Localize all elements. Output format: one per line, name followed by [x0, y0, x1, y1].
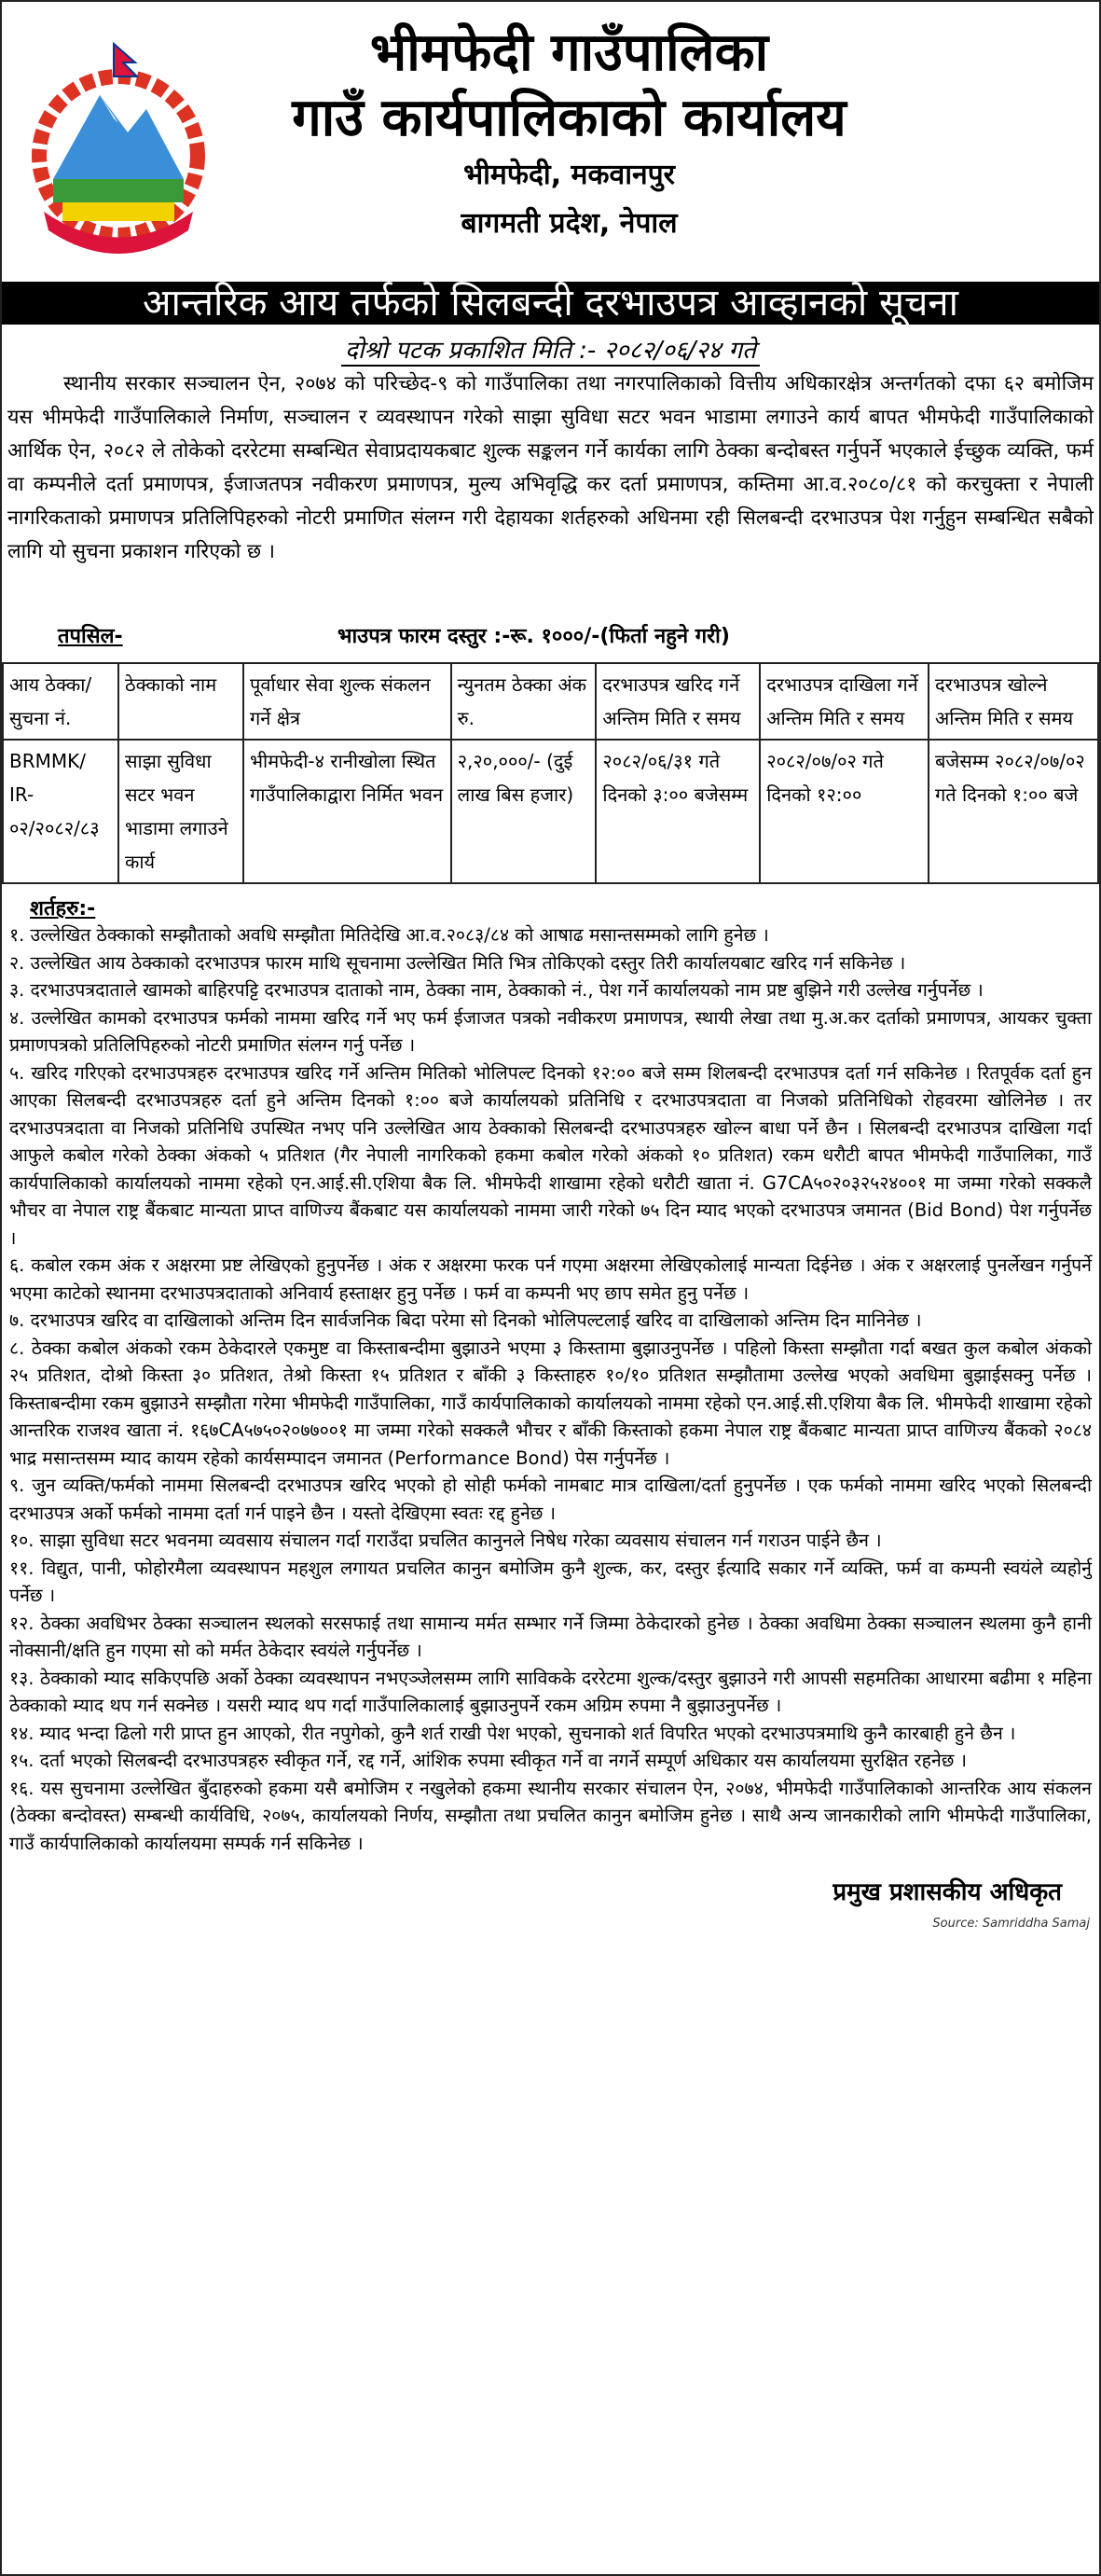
table-row	[3, 740, 1098, 883]
office-province: बागमती प्रदेश, नेपाल	[461, 207, 678, 240]
tender-table	[2, 662, 1099, 884]
condition-item: ४. उल्लेखित कामको दरभाउपत्र फर्मको नाममा खरिद गर्ने भए फर्म ईजाजत पत्रको नवीकरण प्रमाणपत्र, स्थायी लेखा तथा मु.अ.कर दर्ताको प्रमाणपत्र, आयकर चुक्ता प्रमाणपत्रको प्रतिलिपिहरुको नोटरी प्रमाणित संलग्न गर्नु पर्नेछ ।	[9, 1006, 1092, 1056]
notice-title-banner: आन्तरिक आय तर्फको सिलबन्दी दरभाउपत्र आव्हानको सूचना	[2, 282, 1099, 325]
condition-item: ७. दरभाउपत्र खरिद वा दाखिलाको अन्तिम दिन सार्वजनिक बिदा परेमा सो दिनको भोलिपल्टलाई खरिद वा दाखिलाको अन्तिम दिन मानिनेछ ।	[9, 1309, 922, 1331]
condition-item: ८. ठेक्का कबोल अंकको रकम ठेकेदारले एकमुष्ट वा किस्ताबन्दीमा बुझाउने भएमा ३ किस्तामा बुझाउनुपर्नेछ । पहिलो किस्ता सम्झौता गर्दा बखत कुल कबोल अंकको २५ प्रतिशत, दोश्रो किस्ता ३० प्रतिशत, तेश्रो किस्ता १५ प्रतिशत र बाँकी ३ किस्ताहरु १०/१० प्रतिशत सम्झौतामा उल्लेख भएको अवधिमा बुझाईसक्नु पर्नेछ । किस्ताबन्दीमा रकम बुझाउने सम्झौता गरेमा भीमफेदी गाउँपालिका, गाउँ कार्यपालिकाको कार्यालयको नाममा रहेको एन.आई.सी.एशिया बैक लि. भीमफेदी शाखामा रहेको आन्तरिक राजश्व खाता नं. १६७CA५७५०२०७७००१ मा जम्मा गरेको सक्कलै भौचर र बाँकी किस्ताको हकमा नेपाल राष्ट्र बैंकबाट मान्यता प्राप्त वाणिज्य बैंकको २०८४ भाद्र मसान्तसम्म म्याद कायम रहेको कार्यसम्पादन जमानत (Performance Bond) पेस गर्नुपर्नेछ ।	[9, 1336, 1092, 1469]
condition-item: १०. साझा सुविधा सटर भवनमा व्यवसाय संचालन गर्दा गराउँदा प्रचलित कानुनले निषेध गरेका व्यवसाय संचालन गर्न गराउन पाईने छैन ।	[9, 1530, 882, 1551]
condition-item: ६. कबोल रकम अंक र अक्षरमा प्रष्ट लेखिएको हुनुपर्नेछ । अंक र अक्षरमा फरक पर्न गएमा अक्षरमा लेखिएकोलाई मान्यता दिईनेछ । अंक र अक्षरलाई पुनर्लेखन गर्नुपर्ने भएमा काटेको स्थानमा दरभाउपत्रदाताको अनिवार्य हस्ताक्षर हुनु पर्नेछ । फर्म वा कम्पनी भए छाप समेत हुनु पर्नेछ ।	[9, 1254, 1092, 1304]
letterhead	[2, 2, 1099, 282]
signatory: प्रमुख प्रशासकीय अधिकृत	[833, 1878, 1062, 1906]
conditions-list	[2, 921, 1099, 1857]
condition-item: १२. ठेक्का अवधिभर ठेक्का सञ्चालन स्थलको सरसफाई तथा सामान्य मर्मत सम्भार गर्ने जिम्मा ठेकेदारको हुनेछ । ठेक्का अवधिमा ठेक्का सञ्चालन स्थलमा कुनै हानी नोक्सानी/क्षति हुन गएमा सो को मर्मत ठेकेदार स्वयंले गर्नुपर्नेछ ।	[9, 1612, 1092, 1661]
cell-area: भीमफेदी-४ रानीखोला स्थित गाउँपालिकाद्वारा निर्मित भवन	[243, 740, 451, 883]
form-fee: भाउपत्र फारम दस्तुर :-रू. १०००/-(फिर्ता नहुने गरी)	[337, 625, 730, 648]
nepal-emblem-icon	[25, 39, 212, 254]
publish-date	[2, 332, 1099, 366]
publish-date-text: दोश्रो पटक प्रकाशित मिति :- २०८२/०६/२४ गते	[341, 337, 760, 367]
condition-item: १३. ठेक्काको म्याद सकिएपछि अर्को ठेक्का व्यवस्थापन नभएञ्जेलसम्म लागि साविकके दररेटमा शुल्क/दस्तुर बुझाउने गरी आपसी सहमतिका आधारमा बढीमा १ महिना ठेक्काको म्याद थप गर्न सक्नेछ । यसरी म्याद थप गर्दा गाउँपालिकालाई बुझाउनुपर्ने रकम अग्रिम रुपमा नै बुझाउनुपर्नेछ ।	[9, 1667, 1092, 1716]
col-header: ठेक्काको नाम	[118, 663, 243, 740]
col-header: दरभाउपत्र खरिद गर्ने अन्तिम मिति र समय	[596, 663, 760, 740]
cell-notice-no: BRMMK/ IR- ०२/२०८२/८३	[3, 740, 118, 883]
cell-contract-name: साझा सुविधा सटर भवन भाडामा लगाउने कार्य	[118, 740, 243, 883]
col-header: दरभाउपत्र दाखिला गर्ने अन्तिम मिति र समय	[760, 663, 929, 740]
office-name: गाउँ कार्यपालिकाको कार्यालय	[292, 88, 846, 148]
conditions-title: शर्तहरु:-	[30, 897, 96, 921]
source-credit: Source: Samriddha Samaj	[932, 1917, 1090, 1931]
details-label: तपसिल-	[58, 625, 123, 648]
cell-min-amount: २,२०,०००/- (दुई लाख बिस हजार)	[451, 740, 597, 883]
condition-item: १५. दर्ता भएको सिलबन्दी दरभाउपत्रहरु स्वीकृत गर्ने, रद्द गर्ने, आंशिक रुपमा स्वीकृत गर्ने वा नगर्ने सम्पूर्ण अधिकार यस कार्यालयमा सुरक्षित रहनेछ ।	[9, 1750, 968, 1771]
col-header: आय ठेक्का/सुचना नं.	[3, 663, 118, 740]
condition-item: २. उल्लेखित आय ठेक्काको दरभाउपत्र फारम माथि सूचनामा उल्लेखित मिति भित्र तोकिएको दस्तुर तिरी कार्यालयबाट खरिद गर्न सकिनेछ ।	[9, 951, 906, 974]
condition-item: १. उल्लेखित ठेक्काको सम्झौताको अवधि सम्झौता मितिदेखि आ.व.२०८३/८४ को आषाढ मसान्तसम्मको लागि हुनेछ ।	[9, 924, 769, 946]
condition-item: ११. विद्युत, पानी, फोहोरमैला व्यवस्थापन महशुल लगायत प्रचलित कानुन बमोजिम कुनै शुल्क, कर, दस्तुर ईत्यादि सकार गर्ने व्यक्ति, फर्म वा कम्पनी स्वयंले व्यहोर्नु पर्नेछ ।	[9, 1557, 1092, 1606]
condition-item: ५. खरिद गरिएको दरभाउपत्रहरु दरभाउपत्र खरिद गर्ने अन्तिम मितिको भोलिपल्ट दिनको १२:०० बजे सम्म शिलबन्दी दरभाउपत्र दर्ता गर्न सकिनेछ । रितपूर्वक दर्ता हुन आएका सिलबन्दी दरभाउपत्रहरु दर्ता हुने अन्तिम दिनको १:०० बजे कार्यालयको प्रतिनिधि र दरभाउपत्रदाता वा निजको प्रतिनिधिको रोहवरमा खोलिनेछ । तर दरभाउपत्रदाता वा निजको प्रतिनिधि उपस्थित नभए पनि उल्लेखित आय ठेक्काको सिलबन्दी दरभाउपत्रहरु खोल्न बाधा पर्ने छैन । सिलबन्दी दरभाउपत्र दाखिला गर्दा आफुले कबोल गरेको ठेक्का अंकको ५ प्रतिशत (गैर नेपाली नागरिकको हकमा कबोल गरेको अंकको १० प्रतिशत) रकम धरौटी बापत भीमफेदी गाउँपालिका, गाउँ कार्यपालिकाको कार्यालयको नाममा रहेको एन.आई.सी.एशिया बैक लि. भीमफेदी शाखामा रहेको धरौटी खाता नं. G7CA५०२०३२५२४००१ मा जम्मा गरेको सक्कलै भौचर वा नेपाल राष्ट्र बैंकबाट मान्यता प्राप्त वाणिज्य बैंकबाट यस कार्यालयको नाममा जारी गरेको ७५ दिन म्याद भएको दरभाउपत्र जमानत (Bid Bond) पेश गर्नुपर्नेछ ।	[9, 1061, 1092, 1249]
cell-purchase-deadline: २०८२/०६/३१ गते दिनको ३:०० बजेसम्म	[596, 740, 760, 883]
office-location: भीमफेदी, मकवानपुर	[463, 159, 675, 191]
cell-submission-deadline: २०८२/०७/०२ गते दिनको १२:००	[760, 740, 929, 883]
intro-paragraph: स्थानीय सरकार सञ्चालन ऐन, २०७४ को परिच्छेद-९ को गाउँपालिका तथा नगरपालिकाको वित्तीय अधिकारक्षेत्र अन्तर्गतको दफा ६२ बमोजिम यस भीमफेदी गाउँपालिकाले निर्माण, सञ्चालन र व्यवस्थापन गरेको साझा सुविधा सटर भवन भाडामा लगाउने कार्य बापत भीमफेदी गाउँपालिकाको आर्थिक ऐन, २०८२ ले तोकेको दररेटमा सम्बन्धित सेवाप्रदायकबाट शुल्क सङ्कलन गर्ने कार्यका लागि ठेक्का बन्दोबस्त गर्नुपर्ने भएकाले ईच्छुक व्यक्ति, फर्म वा कम्पनीले दर्ता प्रमाणपत्र, ईजाजतपत्र नवीकरण प्रमाणपत्र, मुल्य अभिवृद्धि कर दर्ता प्रमाणपत्र, कम्तिमा आ.व.२०८०/८१ को करचुक्ता र नेपाली नागरिकताको प्रमाणपत्र प्रतिलिपिहरुको नोटरी प्रमाणित संलग्न गरी देहायका शर्तहरुको अधिनमा रही सिलबन्दी दरभाउपत्र पेश गर्नुहुन सम्बन्धित सबैको लागि यो सुचना प्रकाशन गरिएको छ ।	[7, 372, 1094, 563]
table-header-row	[3, 663, 1098, 740]
col-header: न्युनतम ठेक्का अंक रु.	[451, 663, 597, 740]
condition-item: १४. म्याद भन्दा ढिलो गरी प्राप्त हुन आएको, रीत नपुगेको, कुनै शर्त राखी पेश भएको, सुचनाको शर्त विपरित भएको दरभाउपत्रमाथि कुनै कारबाही हुने छैन ।	[9, 1722, 1016, 1744]
condition-item: ९. जुन व्यक्ति/फर्मको नाममा सिलबन्दी दरभाउपत्र खरिद भएको हो सोही फर्मको नामबाट मात्र दाखिला/दर्ता हुनुपर्नेछ । एक फर्मको नाममा खरिद भएको सिलबन्दी दरभाउपत्र अर्को फर्मको नाममा दर्ता गर्न पाइने छैन । यस्तो देखिएमा स्वतः रद्द हुनेछ ।	[9, 1475, 1092, 1524]
col-header: पूर्वाधार सेवा शुल्क संकलन गर्ने क्षेत्र	[243, 663, 451, 740]
cell-opening-time: बजेसम्म २०८२/०७/०२ गते दिनको १:०० बजे	[929, 740, 1098, 883]
condition-item: ३. दरभाउपत्रदाताले खामको बाहिरपट्टि दरभाउपत्र दाताको नाम, ठेक्का नाम, ठेक्काको नं., पेश गर्ने कार्यालयको नाम प्रष्ट बुझिने गरी उल्लेख गर्नुपर्नेछ ।	[9, 979, 984, 1001]
details-row	[2, 621, 1099, 649]
municipality-name: भीमफेदी गाउँपालिका	[369, 22, 769, 83]
condition-item: १६. यस सुचनामा उल्लेखित बुँदाहरुको हकमा यसै बमोजिम र नखुलेको हकमा स्थानीय सरकार संचालन ऐन, २०७४, भीमफेदी गाउँपालिकाको आन्तरिक आय संकलन (ठेक्का बन्दोवस्त) सम्बन्धी कार्यविधि, २०७५, कार्यालयको निर्णय, सम्झौता तथा प्रचलित कानुन बमोजिम हुनेछ । साथै अन्य जानकारीको लागि भीमफेदी गाउँपालिका, गाउँ कार्यपालिकाको कार्यालयमा सम्पर्क गर्न सकिनेछ ।	[9, 1777, 1092, 1854]
col-header: दरभाउपत्र खोल्ने अन्तिम मिति र समय	[929, 663, 1098, 740]
